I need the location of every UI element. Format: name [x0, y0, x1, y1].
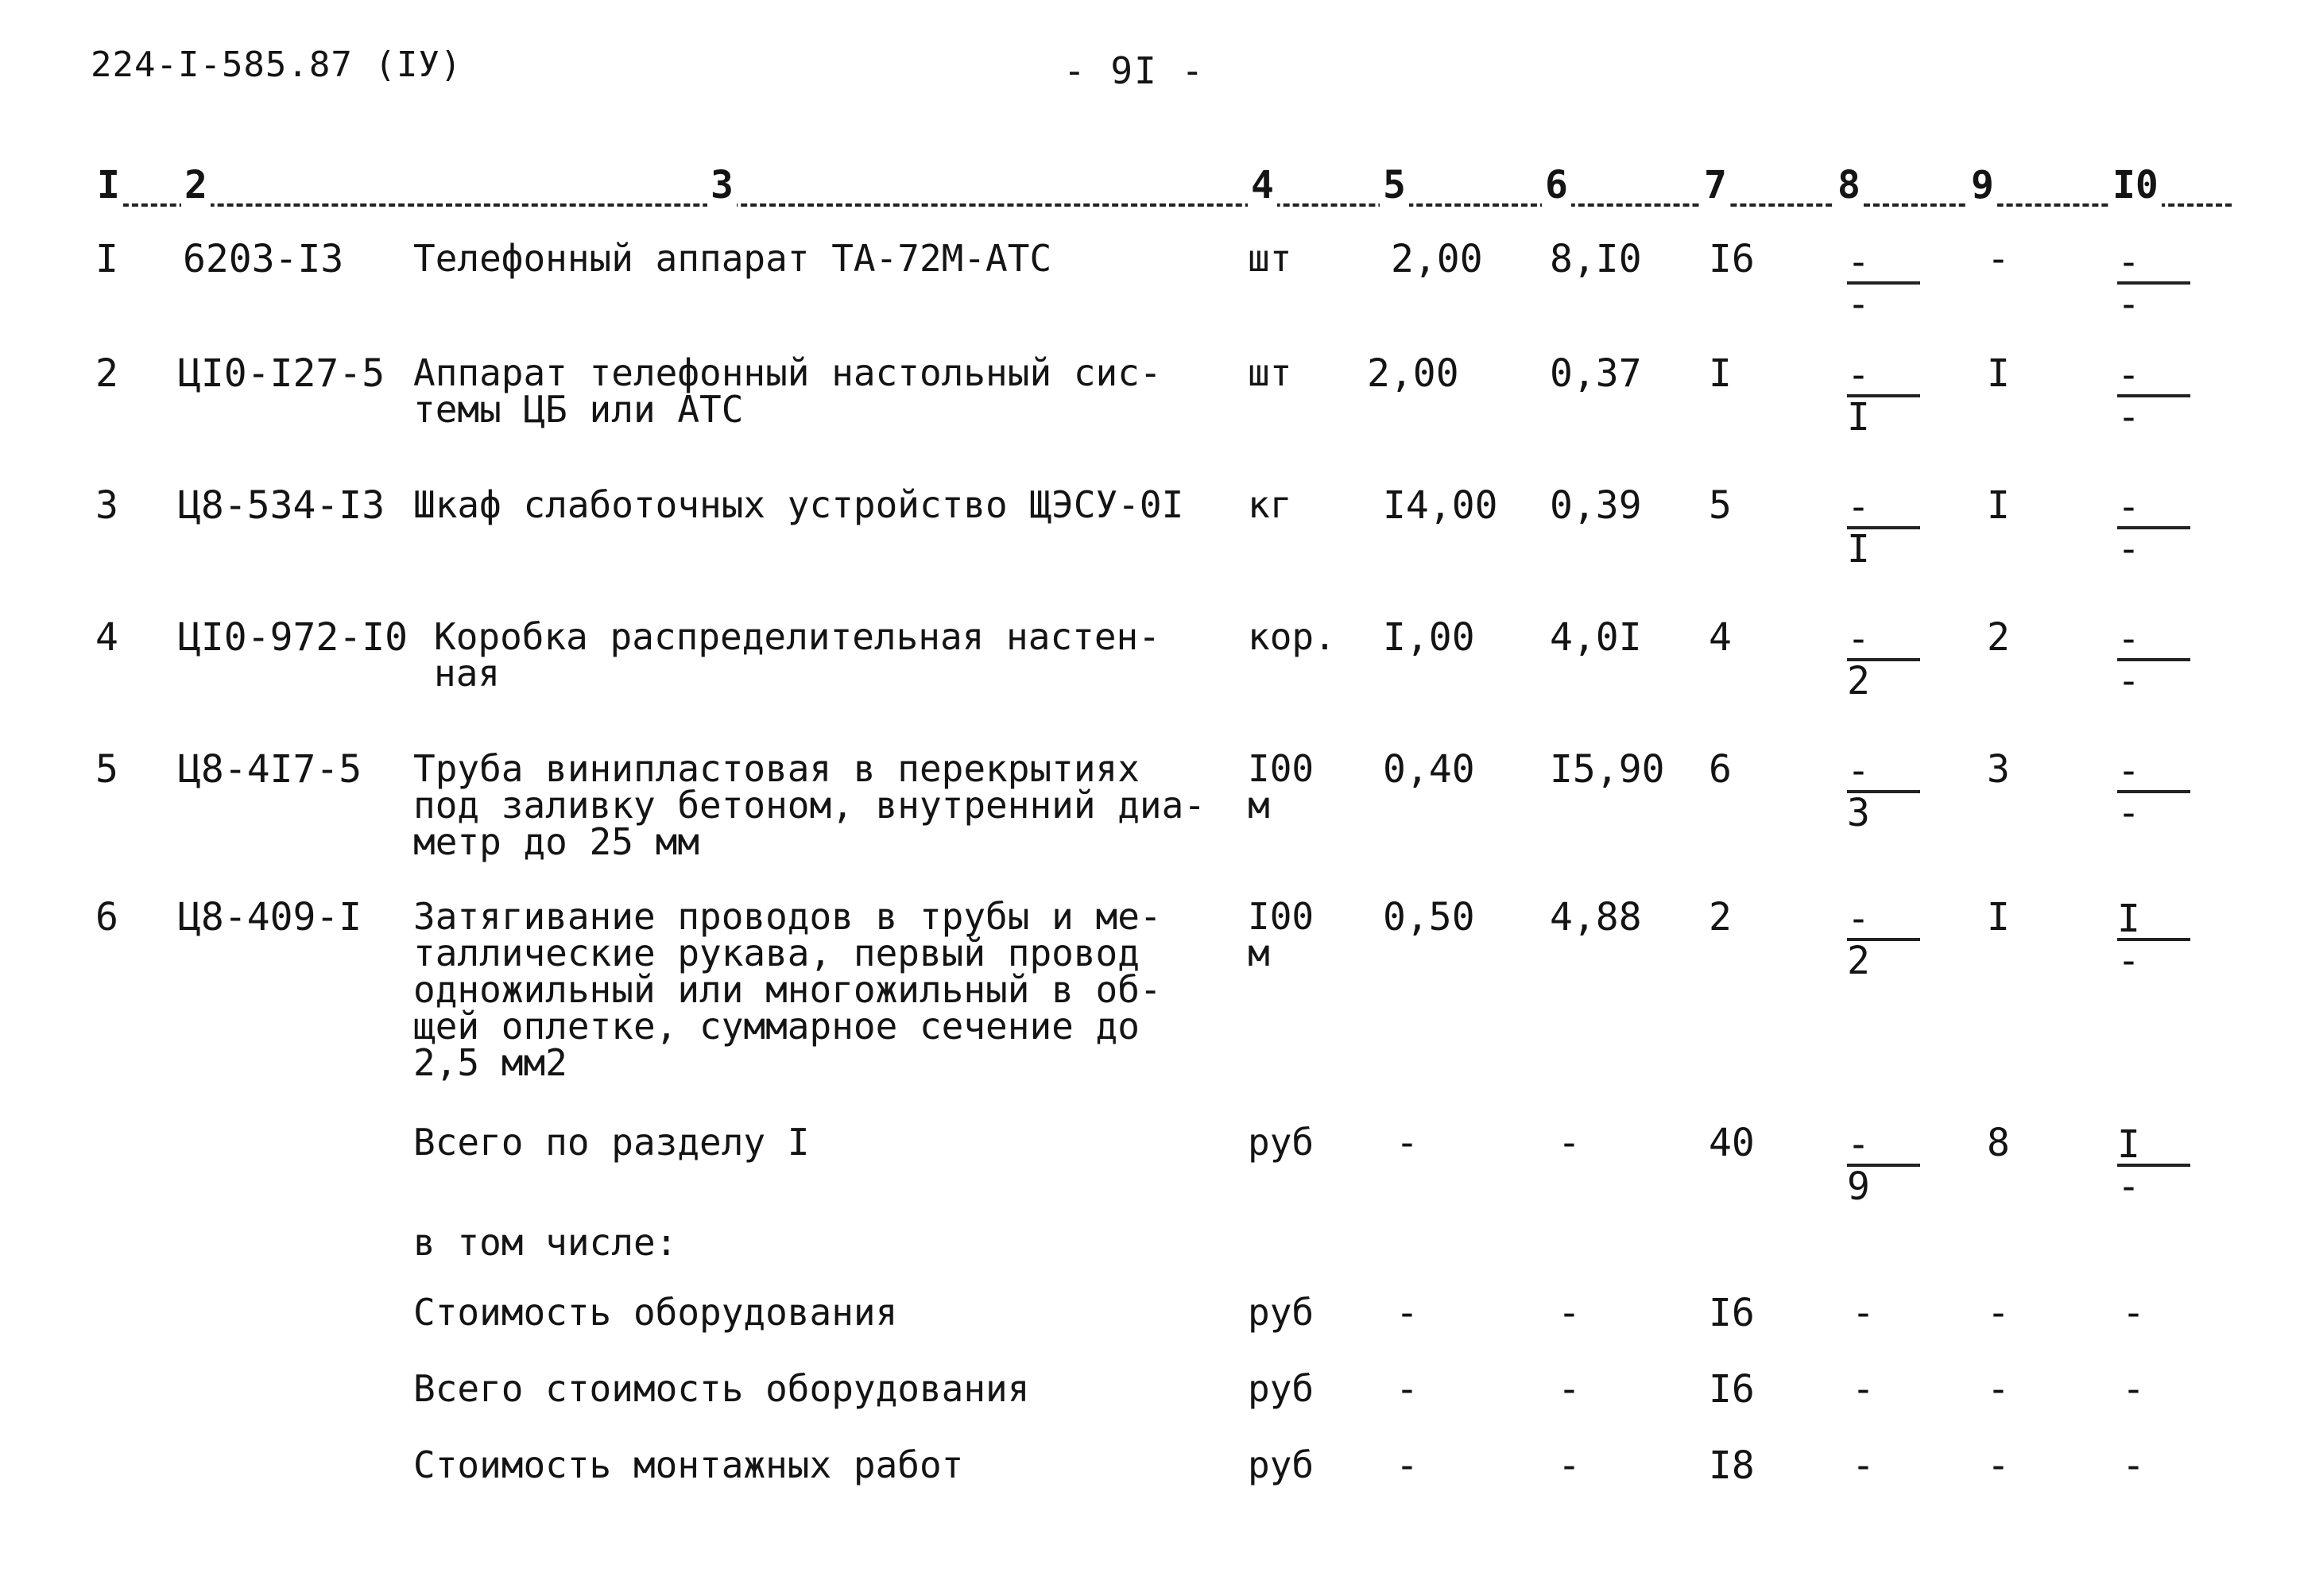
summary-label: Стоимость оборудования: [413, 1291, 898, 1334]
column-header-2: 2: [181, 163, 211, 207]
column-header-5: 5: [1380, 163, 1409, 207]
row-col6: -: [1558, 1121, 1581, 1165]
row-col5: 0,50: [1383, 895, 1475, 939]
row-col7: 40: [1709, 1121, 1755, 1165]
row-col7: I6: [1709, 1291, 1755, 1335]
row-col8-fraction: [1847, 485, 1926, 571]
row-col9: 8: [1987, 1121, 2010, 1165]
row-col5: -: [1396, 1291, 1419, 1335]
row-col10: -: [2122, 1291, 2145, 1335]
fraction-bottom: -: [2117, 659, 2140, 703]
fraction-top: I: [2117, 897, 2140, 941]
row-col8-fraction: [1847, 617, 1926, 703]
row-description: Коробка распределительная настен- ная: [434, 615, 1160, 695]
row-col10-fraction: [2117, 749, 2197, 835]
row-col5: I4,00: [1383, 483, 1498, 528]
row-code: ЦI0-I27-5: [178, 351, 385, 396]
row-col7: 4: [1709, 615, 1732, 660]
row-col8: -: [1852, 1291, 1875, 1335]
row-col7: I6: [1709, 1367, 1755, 1412]
row-col9: I: [1987, 483, 2010, 528]
row-col10-fraction: [2117, 353, 2197, 440]
fraction-top: -: [2117, 240, 2140, 285]
row-col9: -: [1987, 1291, 2010, 1335]
row-unit: руб: [1248, 1291, 1315, 1334]
fraction-top: I: [2117, 1122, 2140, 1167]
row-unit: руб: [1248, 1443, 1315, 1486]
fraction-bottom: -: [2117, 791, 2140, 835]
row-col8-fraction: [1847, 897, 1926, 983]
row-description: Телефонный аппарат ТА-72М-АТС: [413, 237, 1052, 280]
row-col6: 4,0I: [1550, 615, 1642, 660]
row-col7: 2: [1709, 895, 1732, 939]
row-col5: -: [1396, 1121, 1419, 1165]
fraction-bottom: 3: [1847, 791, 1870, 835]
column-header-3: 3: [707, 163, 737, 207]
row-number: 4: [95, 615, 118, 660]
row-col8: -: [1852, 1443, 1875, 1488]
column-header-9: 9: [1968, 163, 1997, 207]
fraction-top: -: [1847, 1122, 1870, 1167]
fraction-top: -: [1847, 897, 1870, 941]
row-col10-fraction: [2117, 617, 2197, 703]
row-col8-fraction: [1847, 1122, 1926, 1209]
row-code: Ц8-4I7-5: [178, 747, 362, 792]
row-col5: I,00: [1383, 615, 1475, 660]
row-col8-fraction: [1847, 749, 1926, 835]
including-label: в том числе:: [413, 1221, 678, 1264]
fraction-top: -: [2117, 485, 2140, 529]
row-col9: 3: [1987, 747, 2010, 792]
row-number: 5: [95, 747, 118, 792]
row-unit: кг: [1248, 483, 1292, 526]
fraction-top: -: [1847, 353, 1870, 397]
row-unit: шт: [1248, 351, 1292, 394]
row-col5: -: [1396, 1443, 1419, 1488]
row-col6: -: [1558, 1291, 1581, 1335]
fraction-top: -: [2117, 749, 2140, 793]
fraction-bottom: -: [1847, 282, 1870, 327]
row-unit: I00 м: [1248, 895, 1315, 974]
row-number: 3: [95, 483, 118, 528]
row-col7: 6: [1709, 747, 1732, 792]
row-code: Ц8-409-I: [178, 895, 362, 939]
row-unit: шт: [1248, 237, 1292, 280]
row-col9: I: [1987, 895, 2010, 939]
row-number: 2: [95, 351, 118, 396]
column-header-row: [79, 163, 2233, 219]
row-description: Аппарат телефонный настольный сис- темы ЦБ или АТС: [413, 351, 1162, 431]
fraction-top: -: [1847, 485, 1870, 529]
column-header-4: 4: [1248, 163, 1277, 207]
row-col7: 5: [1709, 483, 1732, 528]
row-code: Ц8-534-I3: [178, 483, 385, 528]
fraction-bottom: -: [2117, 527, 2140, 571]
fraction-bottom: I: [1847, 527, 1870, 571]
column-header-8: 8: [1834, 163, 1864, 207]
row-col10: -: [2122, 1443, 2145, 1488]
row-code: 6203-I3: [183, 237, 344, 281]
summary-label: Всего стоимость оборудования: [413, 1367, 1030, 1410]
row-col9: -: [1987, 237, 2010, 281]
row-description: Затягивание проводов в трубы и ме- таллические рукава, первый провод одножильный или многожильный в об- щей оплетке, суммарное сечение до 2,5 мм2: [413, 895, 1162, 1084]
row-col8: -: [1852, 1367, 1875, 1412]
section-total-label: Всего по разделу I: [413, 1121, 810, 1164]
row-col7: I6: [1709, 237, 1755, 281]
row-unit: руб: [1248, 1121, 1315, 1164]
row-col5: -: [1396, 1367, 1419, 1412]
row-col10-fraction: [2117, 485, 2197, 571]
page-number: - 9I -: [1063, 49, 1206, 92]
row-col5: 2,00: [1367, 351, 1459, 396]
document-code: 224-I-585.87 (IУ): [91, 45, 463, 85]
column-header-6: 6: [1542, 163, 1571, 207]
fraction-bottom: -: [2117, 1164, 2140, 1209]
fraction-top: -: [1847, 240, 1870, 285]
row-col10-fraction: [2117, 897, 2197, 983]
fraction-bottom: I: [1847, 395, 1870, 440]
column-header-7: 7: [1701, 163, 1730, 207]
fraction-top: -: [1847, 617, 1870, 661]
row-col9: -: [1987, 1443, 2010, 1488]
row-unit: I00 м: [1248, 747, 1315, 827]
fraction-bottom: -: [2117, 939, 2140, 983]
row-number: 6: [95, 895, 118, 939]
row-col6: 4,88: [1550, 895, 1642, 939]
row-code: ЦI0-972-I0: [178, 615, 408, 660]
row-col10-fraction: [2117, 1122, 2197, 1209]
summary-label: Стоимость монтажных работ: [413, 1443, 964, 1486]
row-number: I: [95, 237, 118, 281]
fraction-bottom: -: [2117, 395, 2140, 440]
row-col10: -: [2122, 1367, 2145, 1412]
column-header-1: I: [94, 163, 123, 207]
row-col9: 2: [1987, 615, 2010, 660]
row-col7: I: [1709, 351, 1732, 396]
fraction-top: -: [2117, 617, 2140, 661]
fraction-bottom: 9: [1847, 1164, 1870, 1209]
column-header-10: I0: [2109, 163, 2162, 207]
row-unit: кор.: [1248, 615, 1336, 658]
fraction-bottom: 2: [1847, 939, 1870, 983]
fraction-bottom: 2: [1847, 659, 1870, 703]
row-col6: -: [1558, 1367, 1581, 1412]
fraction-top: -: [2117, 353, 2140, 397]
row-col6: 0,37: [1550, 351, 1642, 396]
row-col6: 0,39: [1550, 483, 1642, 528]
row-description: Труба винипластовая в перекрытиях под заливку бетоном, внутренний диа- метр до 25 мм: [413, 747, 1206, 863]
row-col6: I5,90: [1550, 747, 1665, 792]
row-col6: -: [1558, 1443, 1581, 1488]
row-col7: I8: [1709, 1443, 1755, 1488]
row-col10-fraction: [2117, 240, 2197, 327]
fraction-top: -: [1847, 749, 1870, 793]
row-col6: 8,I0: [1550, 237, 1642, 281]
row-col5: 0,40: [1383, 747, 1475, 792]
fraction-bottom: -: [2117, 282, 2140, 327]
row-col8-fraction: [1847, 353, 1926, 440]
row-col9: I: [1987, 351, 2010, 396]
row-col5: 2,00: [1391, 237, 1483, 281]
row-col8-fraction: [1847, 240, 1926, 327]
row-col9: -: [1987, 1367, 2010, 1412]
row-description: Шкаф слаботочных устройство ЩЭСУ-0I: [413, 483, 1184, 526]
row-unit: руб: [1248, 1367, 1315, 1410]
